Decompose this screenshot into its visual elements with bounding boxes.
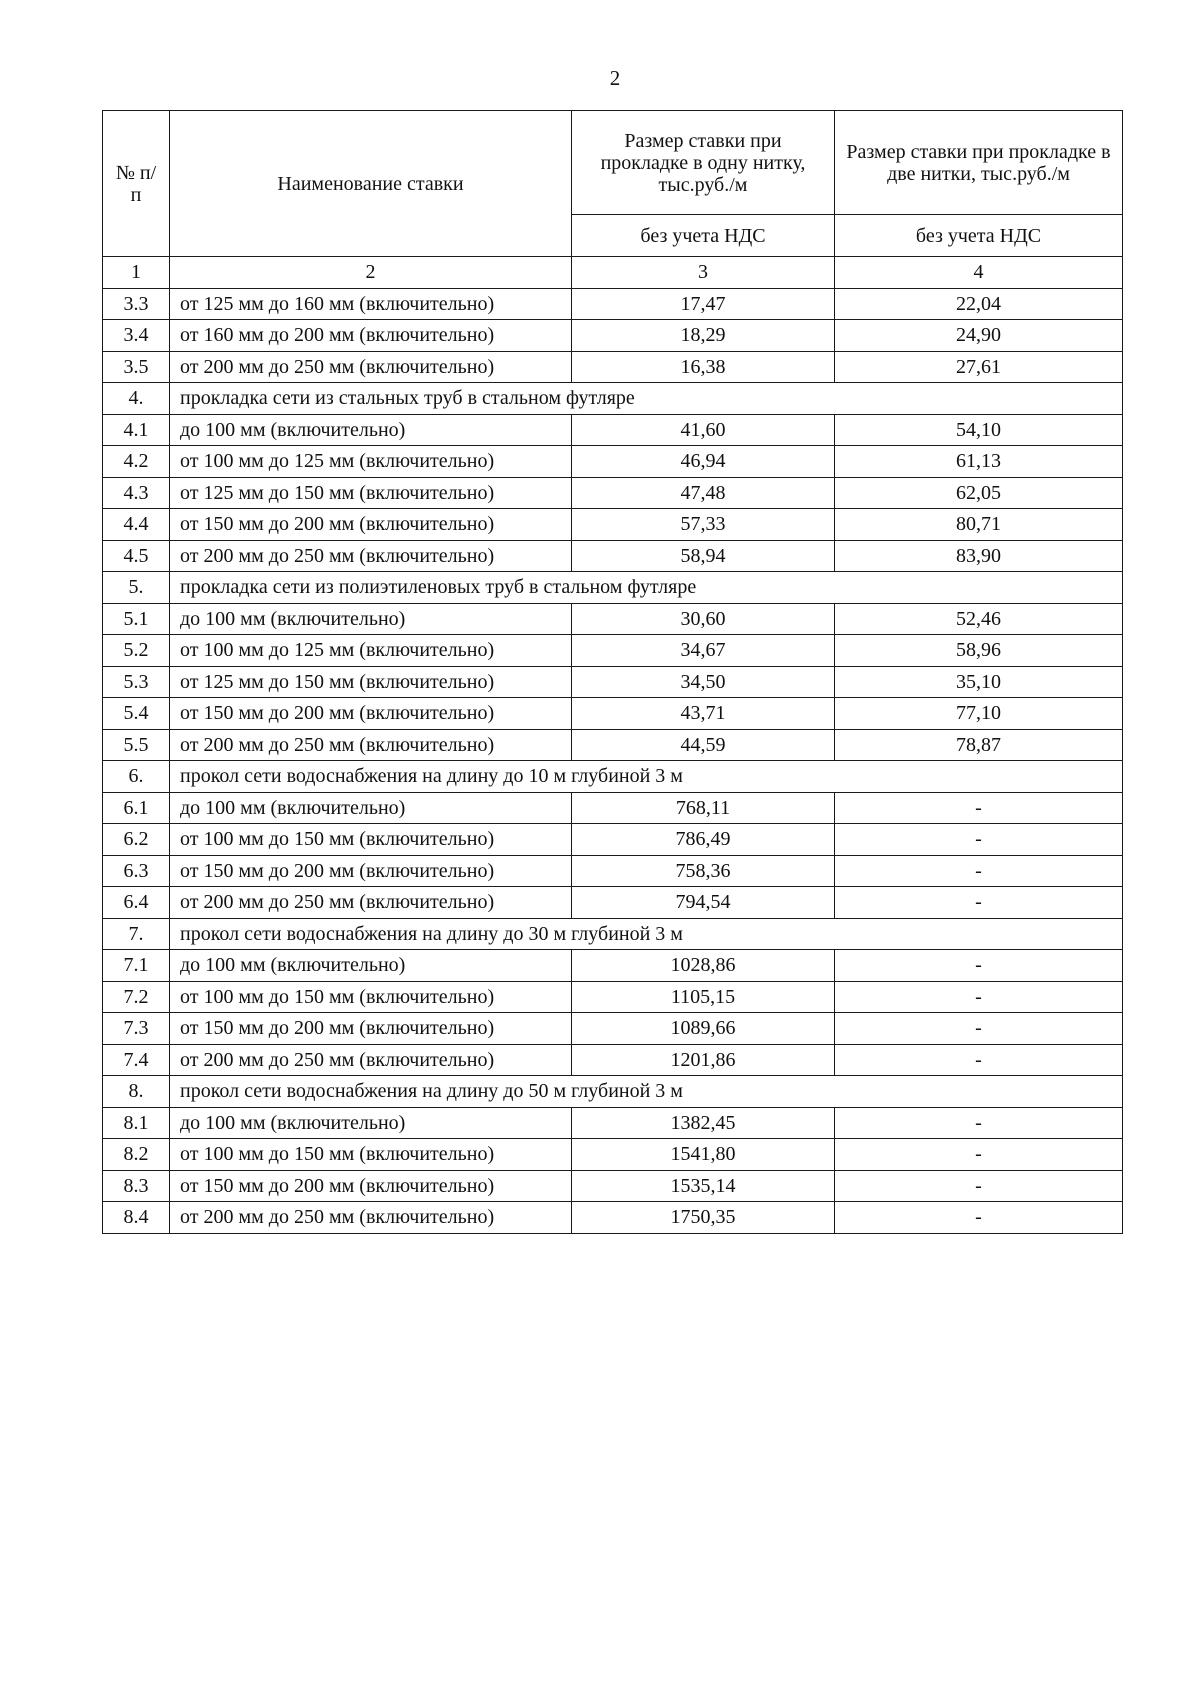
single-thread-rate: 30,60 (572, 603, 835, 635)
double-thread-rate: 52,46 (835, 603, 1123, 635)
header-double-thread-rate: Размер ставки при прокладке в две нитки, тыс.руб./м (835, 111, 1123, 215)
rate-name: до 100 мм (включительно) (170, 950, 572, 982)
double-thread-rate: - (835, 1107, 1123, 1139)
rate-name: до 100 мм (включительно) (170, 414, 572, 446)
rate-name: от 200 мм до 250 мм (включительно) (170, 887, 572, 919)
rate-name: от 100 мм до 125 мм (включительно) (170, 446, 572, 478)
table-row (103, 855, 1123, 887)
row-number: 5.5 (103, 729, 170, 761)
table-row (103, 1013, 1123, 1045)
table-row (103, 698, 1123, 730)
table-row (103, 887, 1123, 919)
single-thread-rate: 1201,86 (572, 1044, 835, 1076)
double-thread-rate: - (835, 855, 1123, 887)
rate-name: от 200 мм до 250 мм (включительно) (170, 540, 572, 572)
single-thread-rate: 768,11 (572, 792, 835, 824)
single-thread-rate: 1750,35 (572, 1202, 835, 1234)
single-thread-rate: 1541,80 (572, 1139, 835, 1171)
row-number: 4.1 (103, 414, 170, 446)
table-row (103, 1202, 1123, 1234)
single-thread-rate: 47,48 (572, 477, 835, 509)
section-number: 7. (103, 918, 170, 950)
row-number: 5.3 (103, 666, 170, 698)
rate-name: до 100 мм (включительно) (170, 603, 572, 635)
rate-name: от 100 мм до 150 мм (включительно) (170, 1139, 572, 1171)
section-row (103, 572, 1123, 604)
table-row (103, 666, 1123, 698)
section-title: прокол сети водоснабжения на длину до 50 м глубиной 3 м (170, 1076, 1123, 1108)
rate-name: от 150 мм до 200 мм (включительно) (170, 1013, 572, 1045)
single-thread-rate: 1089,66 (572, 1013, 835, 1045)
row-number: 4.4 (103, 509, 170, 541)
row-number: 7.1 (103, 950, 170, 982)
single-thread-rate: 41,60 (572, 414, 835, 446)
single-thread-rate: 17,47 (572, 288, 835, 320)
single-thread-rate: 57,33 (572, 509, 835, 541)
table-row (103, 288, 1123, 320)
double-thread-rate: 61,13 (835, 446, 1123, 478)
section-row (103, 761, 1123, 793)
page-number: 2 (609, 66, 621, 90)
section-title: прокладка сети из полиэтиленовых труб в стальном футляре (170, 572, 1123, 604)
table-row (103, 824, 1123, 856)
section-row (103, 383, 1123, 415)
rate-name: от 125 мм до 160 мм (включительно) (170, 288, 572, 320)
row-number: 4.3 (103, 477, 170, 509)
row-number: 8.4 (103, 1202, 170, 1234)
rate-name: от 150 мм до 200 мм (включительно) (170, 509, 572, 541)
row-number: 5.1 (103, 603, 170, 635)
double-thread-rate: 54,10 (835, 414, 1123, 446)
single-thread-rate: 786,49 (572, 824, 835, 856)
single-thread-rate: 34,67 (572, 635, 835, 667)
table-row (103, 414, 1123, 446)
column-number: 3 (572, 257, 835, 289)
section-title: прокол сети водоснабжения на длину до 10 м глубиной 3 м (170, 761, 1123, 793)
rate-name: от 200 мм до 250 мм (включительно) (170, 1202, 572, 1234)
double-thread-rate: - (835, 950, 1123, 982)
header-single-without-vat: без учета НДС (572, 215, 835, 257)
row-number: 3.3 (103, 288, 170, 320)
single-thread-rate: 46,94 (572, 446, 835, 478)
row-number: 6.4 (103, 887, 170, 919)
row-number: 7.3 (103, 1013, 170, 1045)
double-thread-rate: 35,10 (835, 666, 1123, 698)
double-thread-rate: 78,87 (835, 729, 1123, 761)
table-row (103, 792, 1123, 824)
row-number: 7.4 (103, 1044, 170, 1076)
column-number-row (103, 257, 1123, 289)
double-thread-rate: - (835, 792, 1123, 824)
header-rate-name: Наименование ставки (170, 111, 572, 257)
single-thread-rate: 1382,45 (572, 1107, 835, 1139)
single-thread-rate: 34,50 (572, 666, 835, 698)
row-number: 8.2 (103, 1139, 170, 1171)
row-number: 8.3 (103, 1170, 170, 1202)
table-row (103, 1139, 1123, 1171)
row-number: 7.2 (103, 981, 170, 1013)
table-row (103, 446, 1123, 478)
row-number: 8.1 (103, 1107, 170, 1139)
rate-table (102, 110, 1123, 1234)
double-thread-rate: - (835, 887, 1123, 919)
header-double-without-vat: без учета НДС (835, 215, 1123, 257)
table-row (103, 1044, 1123, 1076)
double-thread-rate: - (835, 1139, 1123, 1171)
row-number: 6.1 (103, 792, 170, 824)
section-number: 4. (103, 383, 170, 415)
column-number: 2 (170, 257, 572, 289)
rate-name: от 100 мм до 150 мм (включительно) (170, 981, 572, 1013)
single-thread-rate: 16,38 (572, 351, 835, 383)
table-row (103, 477, 1123, 509)
rate-name: от 200 мм до 250 мм (включительно) (170, 729, 572, 761)
section-title: прокол сети водоснабжения на длину до 30 м глубиной 3 м (170, 918, 1123, 950)
header-row (103, 111, 1123, 215)
double-thread-rate: 83,90 (835, 540, 1123, 572)
rate-name: от 100 мм до 125 мм (включительно) (170, 635, 572, 667)
double-thread-rate: 58,96 (835, 635, 1123, 667)
table-row (103, 950, 1123, 982)
column-number: 1 (103, 257, 170, 289)
single-thread-rate: 1105,15 (572, 981, 835, 1013)
row-number: 4.5 (103, 540, 170, 572)
row-number: 5.2 (103, 635, 170, 667)
row-number: 4.2 (103, 446, 170, 478)
section-row (103, 918, 1123, 950)
double-thread-rate: 24,90 (835, 320, 1123, 352)
section-row (103, 1076, 1123, 1108)
rate-name: до 100 мм (включительно) (170, 1107, 572, 1139)
rate-name: от 200 мм до 250 мм (включительно) (170, 351, 572, 383)
single-thread-rate: 1028,86 (572, 950, 835, 982)
rate-name: от 150 мм до 200 мм (включительно) (170, 698, 572, 730)
table-body (103, 111, 1123, 1234)
double-thread-rate: 77,10 (835, 698, 1123, 730)
table-row (103, 540, 1123, 572)
table-row (103, 635, 1123, 667)
double-thread-rate: - (835, 1044, 1123, 1076)
rate-name: от 160 мм до 200 мм (включительно) (170, 320, 572, 352)
rate-name: от 150 мм до 200 мм (включительно) (170, 855, 572, 887)
double-thread-rate: - (835, 1202, 1123, 1234)
double-thread-rate: - (835, 1170, 1123, 1202)
table-row (103, 1107, 1123, 1139)
single-thread-rate: 43,71 (572, 698, 835, 730)
table-row (103, 1170, 1123, 1202)
double-thread-rate: - (835, 981, 1123, 1013)
row-number: 3.4 (103, 320, 170, 352)
rate-name: от 200 мм до 250 мм (включительно) (170, 1044, 572, 1076)
single-thread-rate: 1535,14 (572, 1170, 835, 1202)
header-single-thread-rate: Размер ставки при прокладке в одну нитку, тыс.руб./м (572, 111, 835, 215)
row-number: 3.5 (103, 351, 170, 383)
table-row (103, 981, 1123, 1013)
row-number: 5.4 (103, 698, 170, 730)
double-thread-rate: 22,04 (835, 288, 1123, 320)
table-row (103, 729, 1123, 761)
table-row (103, 509, 1123, 541)
section-title: прокладка сети из стальных труб в стальном футляре (170, 383, 1123, 415)
single-thread-rate: 758,36 (572, 855, 835, 887)
rate-name: от 150 мм до 200 мм (включительно) (170, 1170, 572, 1202)
table-row (103, 320, 1123, 352)
rate-name: до 100 мм (включительно) (170, 792, 572, 824)
double-thread-rate: - (835, 824, 1123, 856)
rate-name: от 100 мм до 150 мм (включительно) (170, 824, 572, 856)
rate-name: от 125 мм до 150 мм (включительно) (170, 477, 572, 509)
double-thread-rate: 80,71 (835, 509, 1123, 541)
table-row (103, 351, 1123, 383)
single-thread-rate: 44,59 (572, 729, 835, 761)
single-thread-rate: 58,94 (572, 540, 835, 572)
double-thread-rate: 62,05 (835, 477, 1123, 509)
rate-name: от 125 мм до 150 мм (включительно) (170, 666, 572, 698)
row-number: 6.2 (103, 824, 170, 856)
section-number: 5. (103, 572, 170, 604)
section-number: 8. (103, 1076, 170, 1108)
double-thread-rate: - (835, 1013, 1123, 1045)
double-thread-rate: 27,61 (835, 351, 1123, 383)
column-number: 4 (835, 257, 1123, 289)
single-thread-rate: 18,29 (572, 320, 835, 352)
header-number: № п/п (103, 111, 170, 257)
section-number: 6. (103, 761, 170, 793)
row-number: 6.3 (103, 855, 170, 887)
single-thread-rate: 794,54 (572, 887, 835, 919)
table-row (103, 603, 1123, 635)
